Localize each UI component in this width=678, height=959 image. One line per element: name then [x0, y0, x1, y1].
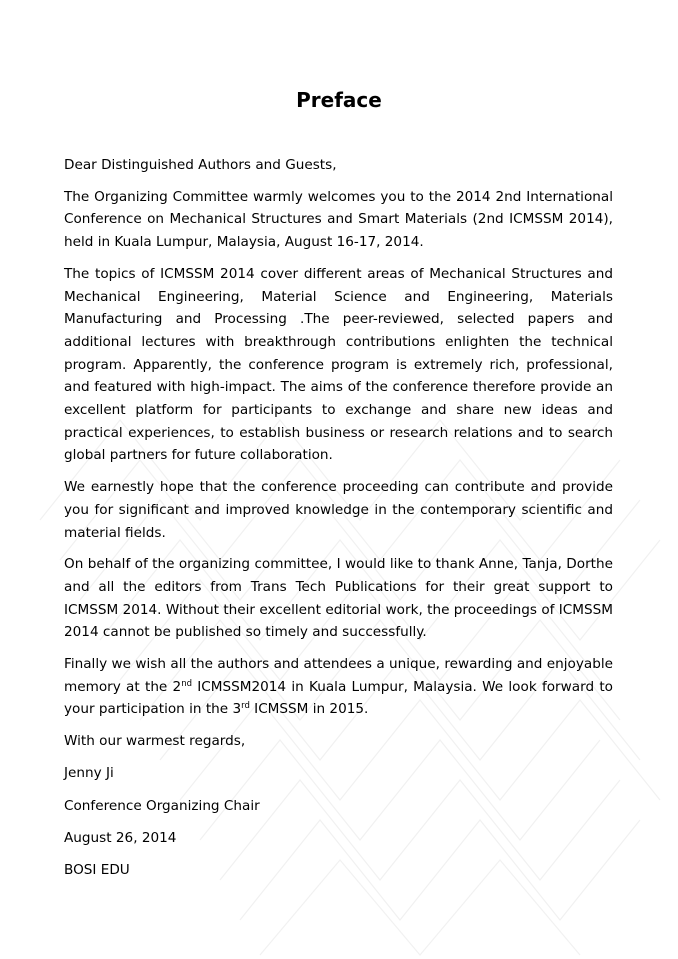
paragraph-closing [64, 653, 613, 721]
page-title: Preface [296, 88, 382, 112]
closing-superscript-2: rd [241, 701, 250, 712]
closing-text-part-3: ICMSSM in 2015. [249, 701, 369, 718]
greeting: Dear Distinguished Authors and Guests, [64, 157, 337, 173]
signature-organization: BOSI EDU [64, 861, 130, 878]
signature-regards: With our warmest regards, [64, 733, 246, 750]
closing-superscript-1: nd [181, 678, 192, 689]
closing-text-part-1: Finally we wish all the authors and attendees a unique, rewarding and enjoyable memory at the 2 [64, 656, 613, 695]
signature-name: Jenny Ji [64, 765, 114, 782]
paragraph-thanks: On behalf of the organizing committee, I would like to thank Anne, Tanja, Dorthe and all the editors from Trans Tech Publications for their great support to ICMSSM 2014. Without their excellent editorial work, the proceedings of ICMSSM 2014 cannot be published so timely and successfully. [64, 556, 613, 641]
signature-role: Conference Organizing Chair [64, 797, 260, 814]
paragraph-hope: We earnestly hope that the conference proceeding can contribute and provide you for significant and improved knowledge in the contemporary scientific and material fields. [64, 479, 613, 541]
paragraph-welcome: The Organizing Committee warmly welcomes you to the 2014 2nd International Conference on Mechanical Structures and Smart Materials (2nd ICMSSM 2014), held in Kuala Lumpur, Malaysia, August 16-17, 2014. [64, 188, 613, 251]
closing-text-part-2: ICMSSM2014 in Kuala Lumpur, Malaysia. We look forward to your participation in the 3 [64, 678, 613, 718]
signature-date: August 26, 2014 [64, 829, 177, 846]
paragraph-topics: The topics of ICMSSM 2014 cover different areas of Mechanical Structures and Mechanical Engineering, Material Science and Engineering, Materials Manufacturing and Processing .The peer-reviewed, selected papers and additional lectures with breakthrough contributions enlighten the technical program. Apparently, the conference program is extremely rich, professional, and featured with high-impact. The aims of the conference therefore provide an excellent platform for participants to exchange and share new ideas and practical experiences, to establish business or research relations and to search global partners for future collaboration. [64, 265, 613, 464]
letter-body [64, 154, 613, 891]
